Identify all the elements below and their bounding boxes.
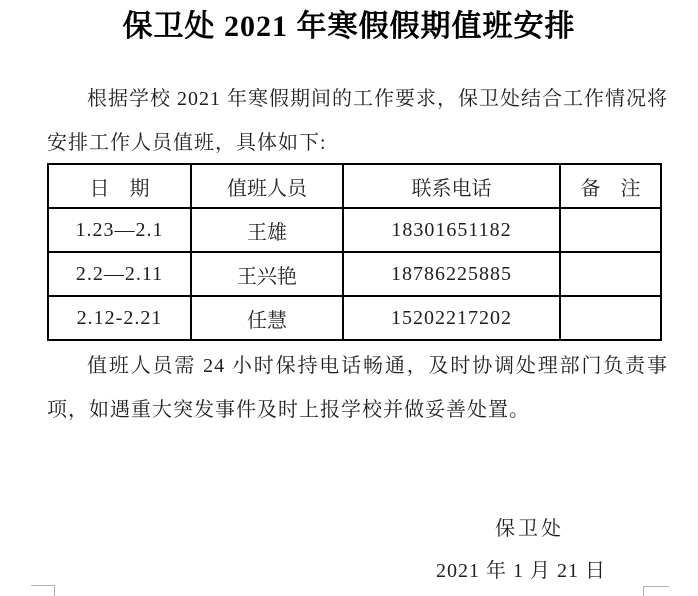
cell-person: 王兴艳 — [191, 252, 343, 296]
table-row — [48, 252, 661, 296]
cell-phone: 18301651182 — [343, 208, 560, 252]
header-cell-date: 日 期 — [48, 164, 191, 208]
cell-note — [560, 252, 661, 296]
table-row — [48, 208, 661, 252]
cell-phone: 15202217202 — [343, 296, 560, 340]
header-cell-phone: 联系电话 — [343, 164, 560, 208]
cell-note — [560, 296, 661, 340]
cell-date: 1.23—2.1 — [48, 208, 191, 252]
document-title: 保卫处 2021 年寒假假期值班安排 — [122, 10, 576, 43]
cell-person: 王雄 — [191, 208, 343, 252]
signature-date: 2021 年 1 月 21 日 — [436, 560, 606, 582]
cell-date: 2.12-2.21 — [48, 296, 191, 340]
table-row — [48, 296, 661, 340]
cell-phone: 18786225885 — [343, 252, 560, 296]
cell-person: 任慧 — [191, 296, 343, 340]
text-boundary-mark-right — [643, 586, 669, 596]
cell-date: 2.2—2.11 — [48, 252, 191, 296]
table-header-row — [48, 164, 661, 208]
intro-paragraph: 根据学校 2021 年寒假期间的工作要求，保卫处结合工作情况将安排工作人员值班，具体如下: — [47, 88, 668, 154]
header-cell-note: 备 注 — [560, 164, 661, 208]
closing-paragraph: 值班人员需 24 小时保持电话畅通，及时协调处理部门负责事项，如遇重大突发事件及时上报学校并做妥善处置。 — [47, 355, 668, 421]
text-boundary-mark-left — [31, 585, 55, 596]
signature-organization: 保卫处 — [495, 518, 564, 540]
cell-note — [560, 208, 661, 252]
header-cell-person: 值班人员 — [191, 164, 343, 208]
duty-schedule-table — [47, 163, 662, 341]
